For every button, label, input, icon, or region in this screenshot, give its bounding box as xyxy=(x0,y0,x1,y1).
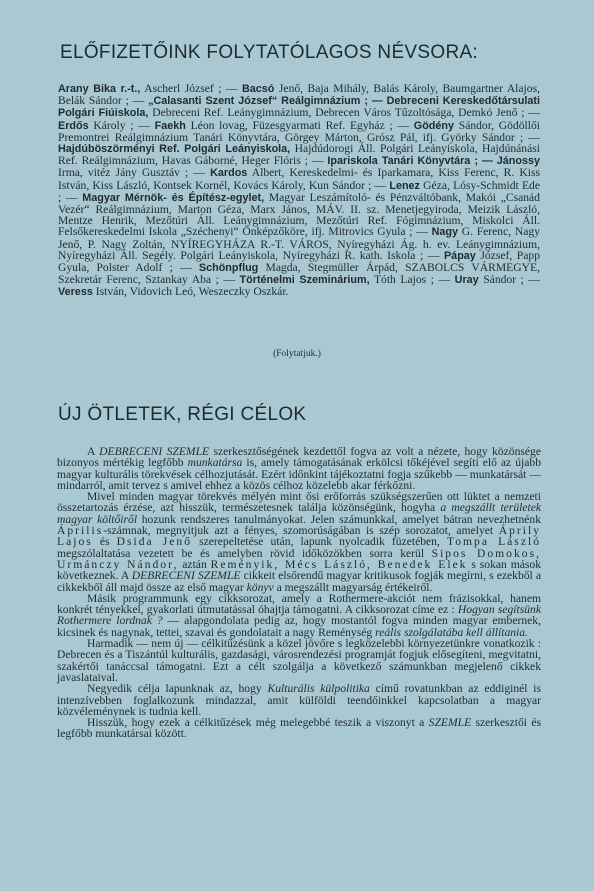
paragraph-text: című rovatunkban az eddiginél is intenzívebben foglalkozunk mindazzal, amit külföldi teendőinkkel kapcsolatban a magyar közvéleménynek is tudnia kell. xyxy=(57,682,541,718)
paragraph-text: Negyedik célja lapunknak az, hogy xyxy=(87,682,268,696)
paragraph-spaced: Reményik, Mécs László, Benedek Elek xyxy=(210,557,468,571)
article-paragraph xyxy=(57,717,541,740)
continued-note: (Folytatjuk.) xyxy=(273,349,321,359)
paragraph-spaced: Tompa László xyxy=(446,535,541,549)
article-paragraph xyxy=(57,593,541,638)
paragraph-text: a megszállt magyarság értékeiről. xyxy=(273,580,433,594)
subscriber-text: Hajdúdorogi Áll. Polgári Leányiskola, Hajdúnánási Ref. Reálgimnázium, Havas Gáborné, Heger Flóris ; — xyxy=(58,142,540,168)
article-paragraph xyxy=(57,446,541,491)
subscriber-bold-name: Uray xyxy=(454,274,479,287)
paragraph-text: A xyxy=(87,445,100,458)
paragraph-text: megszólaltatása vezetett be és amelyben rövid időközökben sorra kerül xyxy=(57,546,432,560)
paragraph-text: is, amely támogatásának erkölcsi tőkéjével segíti elő az újabb magyar kulturális törekvések célhozjutását. Ezért időnkint tájékoztatni fogja szűkebb — munkatársát — mindarról, amit tervez s amivel ehhez a közös célhoz közelebb akar férkőzni. xyxy=(57,456,541,492)
subscriber-text: Géza, Lósy-Schmidt Ede ; — xyxy=(58,178,540,204)
subscriber-bold-name: Schönpflug xyxy=(198,262,259,275)
subscriber-bold-name: Történelmi Szeminárium, xyxy=(239,274,370,287)
subscriber-text: Albert, Kereskedelmi- és Iparkamara, Kiss Ferenc, R. Kiss István, Kiss László, Kontsek Kornél, Kovács Károly, Kun Sándor ; — xyxy=(58,166,541,192)
subscribers-heading: ELŐFIZETŐINK FOLYTATÓLAGOS NÉVSORA: xyxy=(60,42,479,63)
paragraph-italic: Hogyan segítsünk Rothermere lordnak ? xyxy=(57,603,541,628)
subscriber-bold-name: Gödény xyxy=(413,119,454,132)
article-paragraph xyxy=(57,491,541,593)
paragraph-italic: könyv xyxy=(246,580,274,594)
subscriber-text: Sándor, Gödöllői Premontrei Reálgimnázium Tanári Könyvtára, Görgey Márton, Grósz Pál, ifj. Györky Sándor ; — xyxy=(58,118,541,144)
paragraph-text: hozunk rendszeres tanulmányokat. Jelen számunkkal, amelyet bátran nevezhetnénk xyxy=(137,512,541,526)
subscriber-text: Tóth Lajos ; — xyxy=(369,273,455,287)
paragraph-text: aztán xyxy=(178,557,211,571)
subscriber-text: József, Papp Gyula, Polster Adolf ; — xyxy=(58,248,540,275)
subscriber-bold-name: „Calasanti Szent József“ Reálgimnázium ; — Debreceni Kereskedőtársulati Polgári Fiúiskola, xyxy=(58,95,540,120)
subscriber-text: Károly ; — xyxy=(88,118,155,132)
paragraph-text: szerkesztői és legfőbb munkatársai között. xyxy=(57,716,541,741)
subscriber-bold-name: Erdős xyxy=(58,119,89,132)
subscriber-bold-name: Faekh xyxy=(154,119,186,132)
subscriber-bold-name: Hajdúböszörményi Ref. Polgári Leányiskola, xyxy=(58,143,291,156)
paragraph-spaced: Áprily Lajos xyxy=(57,524,541,549)
subscriber-text: Irma, vitéz Jány Gusztáv ; — xyxy=(58,166,211,180)
subscriber-text: Ascherl József ; — xyxy=(140,82,242,95)
paragraph-spaced: Dsida Jenő xyxy=(116,535,192,549)
paragraph-text: és xyxy=(92,535,117,549)
subscriber-text: István, Vidovich Leó, Weszeczky Oszkár. xyxy=(92,285,289,299)
subscriber-text: Magda, Stegmüller Árpád, SZABOLCS VÁRMEGYE, Szekretár Ferenc, Sztankay Aba ; — xyxy=(58,261,540,287)
paragraph-text: Mivel minden magyar törekvés mélyén mint ősi erőforrás szükségszerűen ott lüktet a nemzeti összetartozás érzése, azt hisszük, természetesnek találja közönségünk, hogyha xyxy=(57,490,541,515)
paragraph-spaced: Április xyxy=(57,524,104,538)
subscriber-text: Sándor ; — xyxy=(478,273,540,287)
subscriber-bold-name: Magyar Mérnök- és Építész-egylet, xyxy=(82,191,265,204)
paragraph-text: Hisszük, hogy ezek a célkitűzések még melegebbé teszik a viszonyt a xyxy=(87,716,429,730)
subscriber-text: Jenő, Baja Mihály, Balás Károly, Baumgartner Alajos, Belák Sándor ; — xyxy=(58,82,540,108)
subscriber-text: Léon lovag, Füzesgyarmati Ref. Egyház ; — xyxy=(185,118,414,132)
subscriber-bold-name: Kardos xyxy=(210,167,248,180)
paragraph-spaced: Sipos Domokos, Urmánczy Nándor, xyxy=(57,546,541,571)
paragraph-text: Harmadik — nem új — célkitűzésünk a közel jövőre s legközelebbi környezetünkre vonatkozik : Debrecen és a Tiszántúl kulturális, gazdasági, városrendezési programját fogjuk elősegíteni, megvitatni, szakértői tanáccsal támogatni. Ezt a célt szolgálja a következő számunkban megjelenő cikkek javaslataival. xyxy=(57,637,541,684)
paragraph-text: -számnak, megnyitjuk azt a fényes, szomorúságában is szép sorozatot, amelyet xyxy=(103,524,499,538)
subscriber-bold-name: Arany Bika r.-t., xyxy=(58,83,141,95)
subscriber-bold-name: Nagy xyxy=(431,226,458,239)
paragraph-italic: reális szolgálatába kell állítania. xyxy=(375,625,528,639)
subscriber-text: G. Ferenc, Nagy Jenő, P. Nagy Zoltán, NYÍREGYHÁZA R.-T. VÁROS, Nyíregyházi Ág. h. ev. Leánygimnázium, Nyíregyházi Áll. Segély. Polgári Leányiskola, Nyíregyházi R. kath. Iskola ; — xyxy=(58,225,540,262)
paragraph-text: szerepeltetése után, lapunk nyolcadik füzetében, xyxy=(192,535,447,549)
article-heading: ÚJ ÖTLETEK, RÉGI CÉLOK xyxy=(58,404,307,425)
article-paragraph xyxy=(57,638,541,683)
subscriber-bold-name: Lenez xyxy=(389,179,420,192)
paragraph-text: s sokan mások következnek. A xyxy=(57,557,541,583)
paragraph-italic: a megszállt területek magyar költőiről xyxy=(57,501,541,526)
paragraph-text: — alapgondolata pedig az, hogy mostantól fogva minden magyar embernek, kicsinek és nagynak, tettei, szavai és gondolatait a nagy Reménység xyxy=(57,614,542,639)
subscriber-bold-name: Veress xyxy=(58,286,93,299)
paragraph-text: Másik programmunk egy cikksorozat, amely a Rothermere-akciót nem frázisokkal, hanem konkrét tényekkel, gyakorlati útmutatással óhajtja támogatni. A cikksorozat címe ez : xyxy=(57,591,541,617)
paragraph-text: cikkeit elsőrendű magyar kritikusok fogják megírni, s ezekből a cikkekből áll majd össze az első magyar xyxy=(57,569,541,594)
subscriber-bold-name: Pápay xyxy=(443,249,476,262)
subscriber-bold-name: Ipariskola Tanári Könyvtára ; — Jánossy xyxy=(327,155,540,168)
article-body xyxy=(57,446,541,740)
subscriber-list xyxy=(58,83,540,299)
paragraph-italic: munkatársa xyxy=(187,456,243,470)
paragraph-italic: Kulturális külpolitika xyxy=(267,682,370,696)
paragraph-text: szerkesztőségének kezdettől fogva az volt a nézete, hogy közönsége bizonyos mértékig legfőbb xyxy=(57,445,541,470)
paragraph-italic: DEBRECENI SZEMLE xyxy=(131,569,241,583)
paragraph-italic: DEBRECENI SZEMLE xyxy=(99,445,210,458)
subscriber-bold-name: Bacsó xyxy=(242,83,275,95)
subscriber-text: Debreceni Ref. Leánygimnázium, Debrecen Város Tűzoltósága, Demkó Jenő ; — xyxy=(148,106,540,120)
paragraph-italic: SZEMLE xyxy=(428,716,472,730)
article-paragraph xyxy=(57,683,541,717)
subscriber-text: Magyar Leszámítoló- és Pénzváltóbank, Makói „Csanád Vezér“ Reálgimnázium, Marton Géza, Marx János, MÁV. II. sz. Menetjegyiroda, Meizik László, Mentze Henrik, Mezőtúri Áll. Leánygimnázium, Mezőtúri Ref. Fógimnázium, Miskolci Áll. Felsőkereskedelmi Iskola „Széchenyi“ Önképzőköre, ifj. Mitrovics Gyula ; — xyxy=(58,190,540,239)
